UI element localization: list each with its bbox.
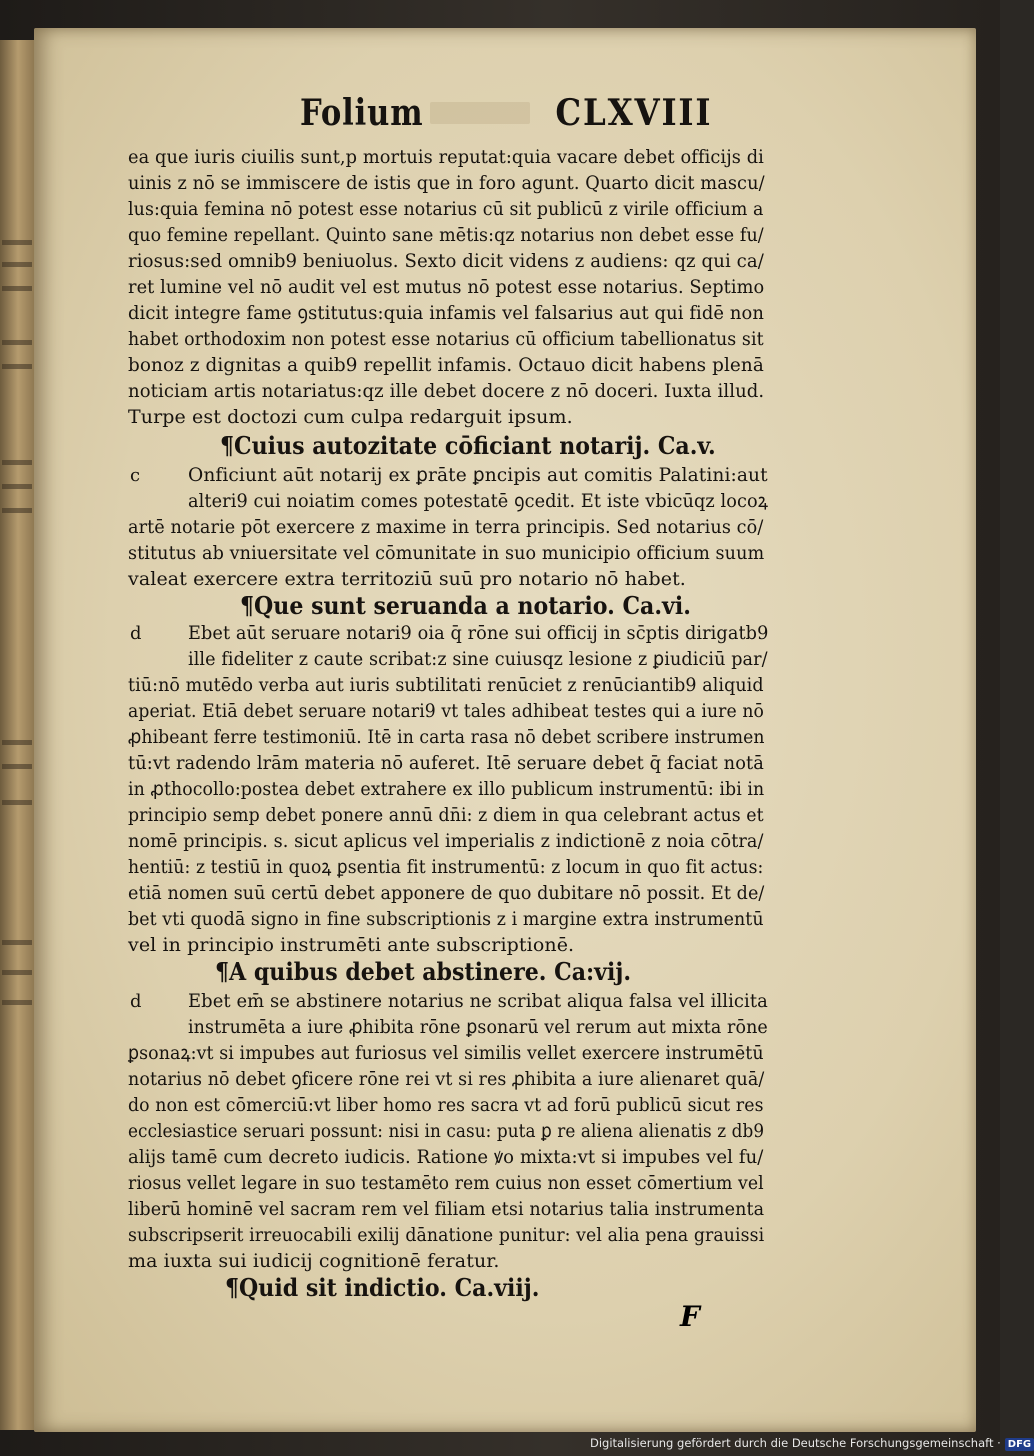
- chapter-heading: ¶A quibus debet abstinere. Ca:vij.: [215, 957, 632, 986]
- text-line: aperiat. Etiā debet seruare notari9 vt tales adhibeat testes qui a iure nō: [128, 700, 764, 722]
- text-line: tiū:nō mutēdo verba aut iuris subtilitati renūciet z renūciantib9 aliquid: [128, 674, 764, 696]
- signature-mark: F: [680, 1300, 700, 1333]
- text-line: liberū hominē vel sacram rem vel filiam etsi notarius talia instrumenta: [128, 1198, 765, 1220]
- text-line: tū:vt radendo lrām materia nō auferet. Itē seruare debet q̄ faciat notā: [128, 752, 764, 774]
- text-line: valeat exercere extra territoziū suū pro notario nō habet.: [128, 568, 686, 590]
- text-line: ꝑsonaꝝ:vt si impubes aut furiosus vel similis vellet exercere instrumētū: [128, 1042, 764, 1064]
- text-line: nomē principis. s. sicut aplicus vel imperialis z indictionē z noia cōtra/: [128, 830, 764, 852]
- folio-number: CLXVIII: [555, 92, 712, 134]
- text-line: artē notarie pōt exercere z maxime in terra principis. Sed notarius cō/: [128, 516, 764, 538]
- text-line: bonoz z dignitas a quib9 repellit infamis. Octauo dicit habens plenā: [128, 354, 764, 376]
- text-line: in ꝓthocollo:postea debet extrahere ex illo publicum instrumentū: ibi in: [128, 778, 765, 800]
- credit-text: Digitalisierung gefördert durch die Deutsche Forschungsgemeinschaft ·: [590, 1436, 1001, 1450]
- text-line: ecclesiastice seruari possunt: nisi in casu: puta ꝑ re aliena alienatis z db9: [128, 1120, 765, 1142]
- text-line: Turpe est doctozi cum culpa redarguit ipsum.: [128, 406, 573, 428]
- text-line: alijs tamē cum decreto iudicis. Ratione ꝟo mixta:vt si impubes vel fu/: [128, 1146, 764, 1168]
- text-line: etiā nomen suū certū debet apponere de quo dubitare nō possit. Et de/: [128, 882, 765, 904]
- text-line: quo femine repellant. Quinto sane mētis:qz notarius non debet esse fu/: [128, 224, 764, 246]
- text-line: instrumēta a iure ꝓhibita rōne ꝑsonarū vel rerum aut mixta rōne: [188, 1016, 768, 1038]
- guide-letter: d: [130, 623, 142, 644]
- guide-letter: d: [130, 991, 142, 1012]
- chapter-heading: ¶Quid sit indictio. Ca.viij.: [225, 1273, 540, 1302]
- text-line: uinis z nō se immiscere de istis que in foro agunt. Quarto dicit mascu/: [128, 172, 765, 194]
- text-line: do non est cōmerciū:vt liber homo res sacra vt ad forū publicū sicut res: [128, 1094, 764, 1116]
- guide-letter: c: [130, 465, 141, 486]
- text-line: lus:quia femina nō potest esse notarius cū sit publicū z virile officium a: [128, 198, 764, 220]
- chapter-heading: ¶Cuius autozitate cōficiant notarij. Ca.v.: [220, 431, 716, 460]
- chapter-heading: ¶Que sunt seruanda a notario. Ca.vi.: [240, 591, 691, 620]
- text-line: Ebet aūt seruare notari9 oia q̄ rōne sui officij in sc̄ptis dirigatb9: [188, 622, 769, 644]
- text-line: noticiam artis notariatus:qz ille debet docere z nō doceri. Iuxta illud.: [128, 380, 765, 402]
- text-line: stitutus ab vniuersitate vel cōmunitate in suo municipio officium suum: [128, 542, 765, 564]
- text-line: hentiū: z testiū in quoꝝ ꝑsentia fit instrumentū: z locum in quo fit actus:: [128, 856, 764, 878]
- text-line: subscripserit irreuocabili exilij dānatione punitur: vel alia pena grauissi: [128, 1224, 765, 1246]
- text-line: ma iuxta sui iudicij cognitionē feratur.: [128, 1250, 500, 1272]
- text-line: dicit integre fame ꝯstitutus:quia infamis vel falsarius aut qui fidē non: [128, 302, 764, 324]
- text-line: riosus vellet legare in suo testamēto rem cuius non esset cōmertium vel: [128, 1172, 764, 1194]
- text-line: ille fideliter z caute scribat:z sine cuiusqz lesione z ꝑiudiciū par/: [188, 648, 768, 670]
- text-line: vel in principio instrumēti ante subscriptionē.: [128, 934, 575, 956]
- digitization-credit: [590, 1436, 1032, 1456]
- text-line: habet orthodoxim non potest esse notarius cū officium tabellionatus sit: [128, 328, 764, 350]
- text-line: principio semp debet ponere annū dn̄i: z diem in qua celebrant actus et: [128, 804, 764, 826]
- text-line: ea que iuris ciuilis sunt,p mortuis reputat:quia vacare debet officijs di: [128, 146, 764, 168]
- text-line: Ebet em̄ se abstinere notarius ne scribat aliqua falsa vel illicita: [188, 990, 768, 1012]
- text-line: ꝓhibeant ferre testimoniū. Itē in carta rasa nō debet scribere instrumen: [128, 726, 765, 748]
- dfg-logo: DFG: [1005, 1438, 1034, 1451]
- text-line: bet vti quodā signo in fine subscriptionis z i margine extra instrumentū: [128, 908, 764, 930]
- text-line: riosus:sed omnib9 beniuolus. Sexto dicit videns z audiens: qz qui ca/: [128, 250, 764, 272]
- text-line: alteri9 cui noiatim comes potestatē ꝯcedit. Et iste vbicūqz locoꝝ: [188, 490, 769, 512]
- running-head-folium: Folium: [300, 92, 424, 134]
- text-line: notarius nō debet ꝯficere rōne rei vt si res ꝓhibita a iure alienaret quā/: [128, 1068, 765, 1090]
- text-line: Onficiunt aūt notarij ex ꝑrāte ꝑncipis aut comitis Palatini:aut: [188, 464, 768, 486]
- text-line: ret lumine vel nō audit vel est mutus nō potest esse notarius. Septimo: [128, 276, 765, 298]
